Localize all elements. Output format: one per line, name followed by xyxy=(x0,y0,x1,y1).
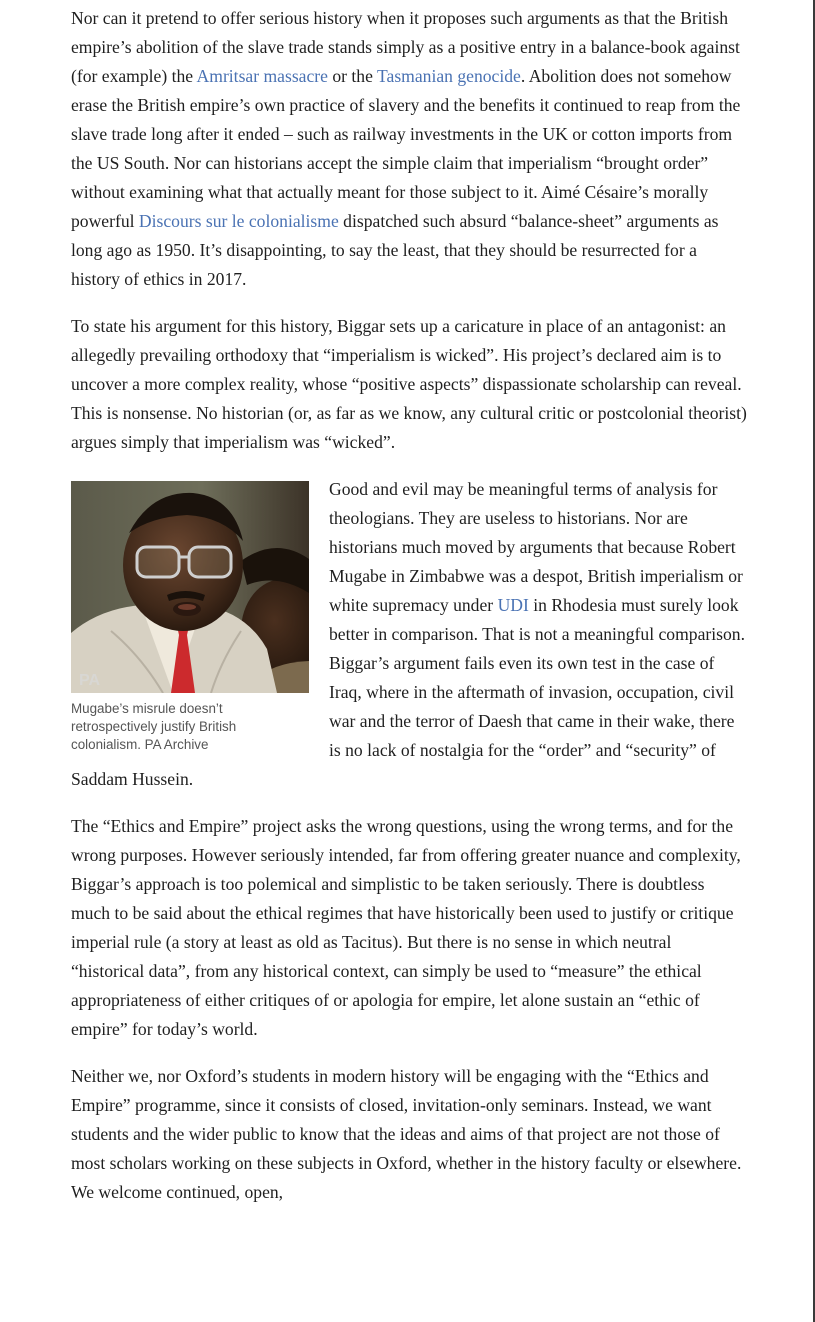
paragraph-text: Nor can it pretend to offer serious history when it proposes such arguments as that the British empire’s abolition of the slave trade stands simply as a positive entry in a balance-book against (for example) the xyxy=(71,8,740,86)
link-amritsar-massacre[interactable]: Amritsar massacre xyxy=(196,66,328,86)
paragraph-text: in Rhodesia must surely look better in comparison. That is not a meaningful comparison. Biggar’s argument fails even its own test in the case of Iraq, where in the aftermath of invasion, occupation, civil war and the terror of Daesh that came in their wake, there is no lack of nostalgia for the “order” and “security” of Saddam Hussein. xyxy=(71,595,745,789)
paragraph-text: dispatched such absurd “balance-sheet” arguments as long ago as 1950. It’s disappointing, to say the least, that they should be resurrected for a history of ethics in 2017. xyxy=(71,211,719,289)
article-body xyxy=(71,4,747,1225)
article-figure xyxy=(71,481,309,754)
figure-caption: Mugabe’s misrule doesn’t retrospectively justify British colonialism. PA Archive xyxy=(71,701,237,752)
paragraph-closed-seminars: Neither we, nor Oxford’s students in modern history will be engaging with the “Ethics and Empire” programme, since it consists of closed, invitation-only seminars. Instead, we want students and the wider public to know that the ideas and aims of that project are not those of most scholars working on these subjects in Oxford, whether in the history faculty or elsewhere. We welcome continued, open, xyxy=(71,1066,742,1202)
paragraph-wrong-questions: The “Ethics and Empire” project asks the wrong questions, using the wrong terms, and for the wrong purposes. However seriously intended, far from offering greater nuance and complexity, Biggar’s approach is too polemical and simplistic to be taken seriously. There is doubtless much to be said about the ethical regimes that have historically been used to justify or critique imperial rule (a story at least as old as Tacitus). But there is no sense in which neutral “historical data”, from any historical context, can simply be used to “measure” the ethical appropriateness of either critiques of or apologia for empire, let alone sustain an “ethic of empire” for today’s world. xyxy=(71,816,741,1039)
paragraph-text: . Abolition does not somehow erase the British empire’s own practice of slavery and the benefits it continued to reap from the slave trade long after it ended – such as railway investments in the UK or cotton imports from the US South. Nor can historians accept the simple claim that imperialism “brought order” without examining what that actually meant for those subject to it. Aimé Césaire’s morally powerful xyxy=(71,66,741,231)
photo-watermark: PA xyxy=(79,672,101,689)
paragraph-balance-sheet xyxy=(71,4,747,294)
paragraph-caricature: To state his argument for this history, Biggar sets up a caricature in place of an antagonist: an allegedly prevailing orthodoxy that “imperialism is wicked”. His project’s declared aim is to uncover a more complex reality, whose “positive aspects” dispassionate scholarship can reveal. This is nonsense. No historian (or, as far as we know, any cultural critic or postcolonial theorist) argues simply that imperialism was “wicked”. xyxy=(71,316,747,452)
paragraph-text: or the xyxy=(327,66,377,86)
link-udi[interactable]: UDI xyxy=(497,595,529,615)
paragraph-text: Good and evil may be meaningful terms of analysis for theologians. They are useless to historians. Nor are historians much moved by arguments that because Robert Mugabe in Zimbabwe was a despot, British imperialism or white supremacy under xyxy=(329,479,743,615)
link-tasmanian-genocide[interactable]: Tasmanian genocide xyxy=(377,66,521,86)
link-discours-sur-le-colonialisme[interactable]: Discours sur le colonialisme xyxy=(138,211,339,231)
mugabe-photo xyxy=(71,481,309,693)
